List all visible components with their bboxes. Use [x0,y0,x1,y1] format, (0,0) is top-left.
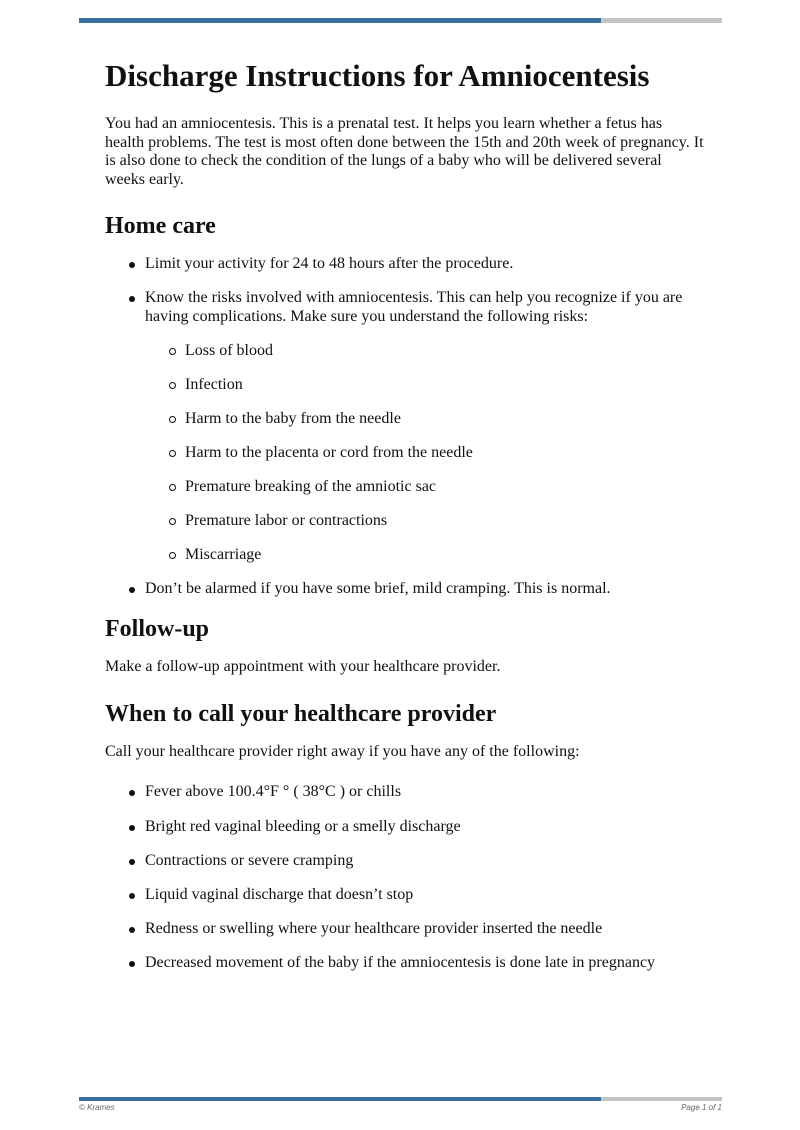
list-item-text: Know the risks involved with amniocentesis. This can help you recognize if you are having complications. Make sure you understand the following risks: [145,289,683,325]
list-item: Limit your activity for 24 to 48 hours after the procedure. [105,255,705,274]
risk-item: Premature breaking of the amniotic sac [145,478,705,497]
list-item: Bright red vaginal bleeding or a smelly discharge [105,818,705,837]
footer-rule-blue [79,1097,601,1101]
footer-copyright: © Krames [79,1103,115,1112]
footer-page-number: Page 1 of 1 [681,1103,722,1112]
when-to-call-heading: When to call your healthcare provider [105,700,497,727]
follow-up-heading: Follow-up [105,616,210,643]
list-item: Don’t be alarmed if you have some brief, mild cramping. This is normal. [105,580,705,599]
list-item [105,289,705,565]
footer-rule-gray [601,1097,722,1101]
header-rule-blue [79,18,601,23]
header-rule-gray [601,18,722,23]
risk-item: Infection [145,376,705,395]
risk-item: Premature labor or contractions [145,512,705,531]
risk-item: Miscarriage [145,546,705,565]
document-body [105,56,705,988]
intro-paragraph: You had an amniocentesis. This is a prenatal test. It helps you learn whether a fetus has health problems. The test is most often done between the 15th and 20th week of pregnancy. It is also done to check the condition of the lungs of a baby who will be delivered several weeks early. [105,115,704,188]
when-to-call-text: Call your healthcare provider right away if you have any of the following: [105,742,580,760]
list-item: Liquid vaginal discharge that doesn’t stop [105,886,705,905]
footer-rule [79,1097,722,1101]
list-item: Redness or swelling where your healthcare provider inserted the needle [105,920,705,939]
risk-item: Loss of blood [145,342,705,361]
home-care-list [105,255,705,599]
when-to-call-list [105,783,705,972]
follow-up-text: Make a follow-up appointment with your healthcare provider. [105,658,501,676]
risks-list [145,342,705,565]
risk-item: Harm to the baby from the needle [145,410,705,429]
list-item: Contractions or severe cramping [105,852,705,871]
page-title: Discharge Instructions for Amniocentesis [105,58,650,93]
list-item: Fever above 100.4°F ° ( 38°C ) or chills [105,783,705,802]
header-rule [79,18,722,23]
risk-item: Harm to the placenta or cord from the needle [145,444,705,463]
list-item: Decreased movement of the baby if the amniocentesis is done late in pregnancy [105,954,705,973]
home-care-heading: Home care [105,213,216,239]
